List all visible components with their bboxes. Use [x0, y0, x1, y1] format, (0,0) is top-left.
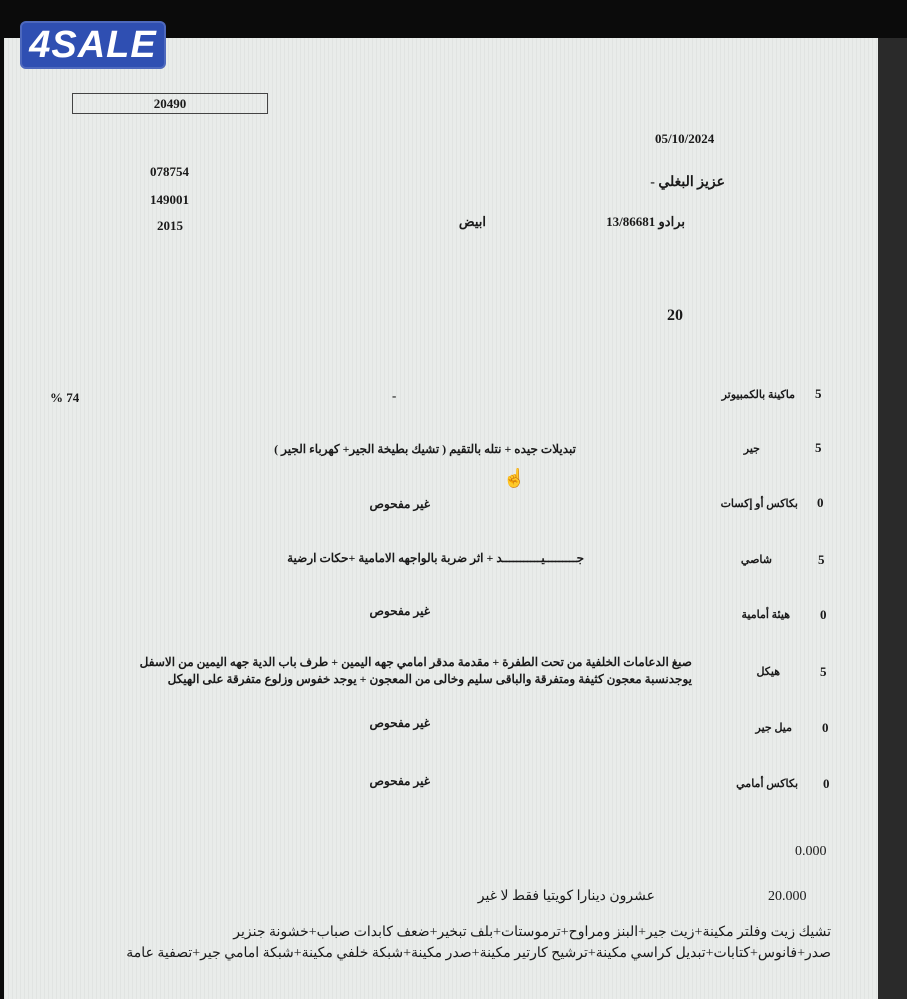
odometer-reading: 149001: [150, 192, 189, 207]
model-year: 2015: [157, 218, 183, 233]
item-label: هيئة أمامية: [741, 609, 790, 621]
reference-number: 20490: [72, 93, 268, 114]
item-label: بكاكس أو إكسات: [720, 498, 798, 510]
report-date: 05/10/2024: [655, 131, 715, 146]
customer-name: عزيز البغلي -: [650, 175, 725, 190]
item-note: جـــــــــيـــــــــــد + اثر ضربة بالواجهه الامامية +حكات ارضية: [287, 551, 584, 565]
item-label: هيكل: [756, 666, 780, 678]
total-score: 20: [667, 307, 683, 324]
item-score: 0: [822, 720, 829, 735]
item-label: بكاكس أمامي: [736, 778, 798, 790]
item-note: غير مفحوص: [369, 774, 430, 788]
screen-bezel: [878, 38, 907, 999]
item-note: صبغ الدعامات الخلفية من تحت الطفرة + مقدمة مدقر امامي جهه اليمين + طرف باب الدية جهه اليمين من الاسفل يوجدنسبة معجون كثيفة ومتفرقة والباقى سليم وخالى من المعجون + يوجد خفوس وزلوع متفرقة على الهيكل: [139, 655, 692, 686]
item-note: -: [392, 388, 397, 403]
item-score: 5: [815, 440, 822, 455]
item-score: 0: [817, 495, 824, 510]
item-score: 5: [815, 386, 822, 401]
item-note: غير مفحوص: [369, 497, 430, 511]
brand-logo: 4SALE: [20, 21, 166, 69]
total-amount: 20.000: [768, 889, 807, 904]
item-note: تبديلات جيده + نتله بالتقيم ( تشيك بطيخة الجير+ كهرباء الجير ): [274, 442, 576, 456]
item-note: غير مفحوص: [369, 716, 430, 730]
subtotal-amount: 0.000: [795, 844, 827, 859]
item-note: غير مفحوص: [369, 604, 430, 618]
item-score: 5: [818, 552, 825, 567]
code-number: 078754: [150, 164, 189, 179]
vehicle-color: ابيض: [458, 214, 486, 229]
item-score: 0: [820, 607, 827, 622]
amount-in-words: عشرون دينارا كويتيا فقط لا غير: [477, 889, 655, 904]
item-label: جير: [743, 443, 760, 455]
footer-notes: تشيك زيت وفلتر مكينة+زيت جير+البنز ومراوح+ترموستات+بلف تبخير+ضعف كابدات صباب+خشونة جنزير صدر+فانوس+كتابات+تبديل كراسي مكينة+ترشيح كارتير مكينة+صدر مكينة+شبكة خلفي مكينة+شبكة امامي جير+تصفية عامة: [126, 925, 831, 961]
item-label: ماكينة بالكمبيوتر: [721, 389, 795, 401]
item-score: 5: [820, 664, 827, 679]
item-score: 0: [823, 776, 830, 791]
score-percent: % 74: [50, 390, 80, 405]
item-label: ميل جير: [755, 722, 792, 734]
hand-cursor-icon: ☝: [503, 468, 526, 488]
inspection-report-paper: [4, 38, 891, 999]
item-label: شاصي: [740, 554, 772, 566]
vehicle-model: برادو 13/86681: [606, 214, 685, 229]
